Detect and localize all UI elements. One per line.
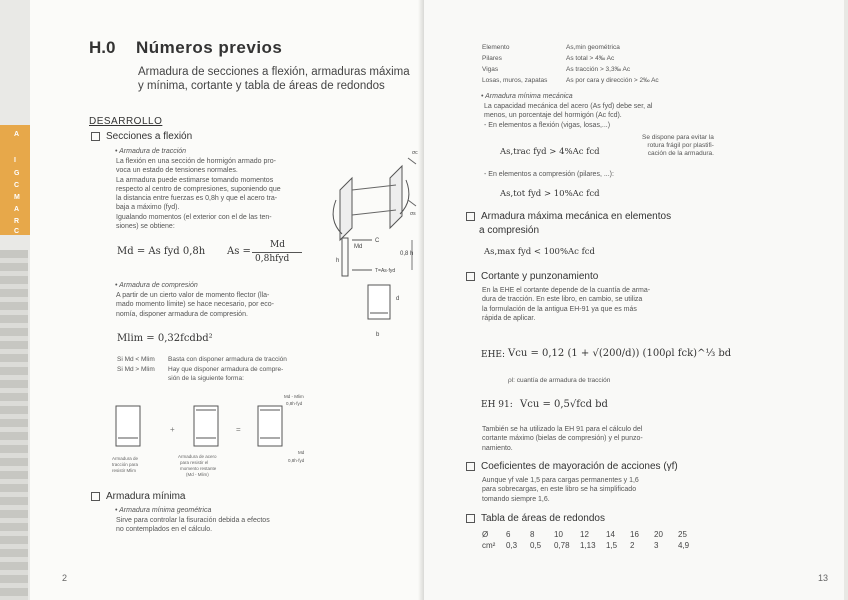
para-line: dura de tracción. En este libro, en cambio, se utiliza (482, 296, 643, 304)
minima-heading (91, 491, 185, 502)
ehe-label: EHE: (481, 350, 506, 360)
section-b (194, 406, 218, 446)
checkbox-icon (466, 272, 475, 281)
top-label: 0,8h·fyd (286, 401, 303, 406)
flexion-heading-text: Secciones a flexión (106, 131, 193, 142)
cortante-after (482, 425, 643, 453)
table-cell-val: As total > 4‰ Ac (566, 55, 615, 62)
table-cell-val: As por cara y dirección > 2‰ Ac (566, 77, 659, 84)
para-line: respecto al centro de compresiones, suponiendo que (116, 185, 281, 193)
redondos-heading (466, 513, 605, 524)
mecanica-paragraph (484, 102, 653, 130)
eq-md: Md = As fyd 0,8h (117, 246, 206, 257)
bullet-traccion: • Armadura de tracción (115, 148, 187, 155)
minima-heading-text: Armadura mínima (106, 491, 186, 502)
section-face-right (390, 166, 402, 228)
eq-as-den: 0,8hfyd (255, 254, 290, 264)
section-title: Números previos (136, 38, 283, 57)
area-cell: 3 (654, 541, 659, 550)
para-line: La capacidad mecánica del acero (As fyd) debe ser, al (484, 103, 653, 110)
eq-as-num: Md (270, 240, 285, 250)
fraction-bar (252, 252, 302, 253)
tab-letter: A (14, 131, 20, 138)
para-line: - En elementos a flexión (vigas, losas,...) (484, 121, 611, 129)
flexion-heading (91, 131, 192, 142)
tab-letter: G (14, 170, 20, 177)
equals-sign: = (236, 425, 241, 434)
caption-a: resistir Mlim (112, 468, 136, 473)
para-line: A partir de un cierto valor de momento flector (lla- (116, 292, 270, 299)
page-number-left: 2 (62, 573, 68, 583)
bullet-minima: • Armadura mínima geométrica (115, 507, 212, 514)
maxima-heading-text: Armadura máxima mecánica en elementos (481, 211, 672, 222)
note-line: rotura frágil por plastifi- (647, 142, 714, 149)
cond-2-c: sión de la siguiente forma: (168, 375, 244, 382)
tab-letter: I (14, 157, 16, 164)
caption-b: (Md - Mlim) (186, 472, 209, 477)
checkbox-icon (466, 462, 475, 471)
checkbox-icon (91, 132, 100, 141)
tab-letter: C (14, 182, 20, 189)
cross-section (368, 285, 390, 319)
stress-line (408, 158, 416, 164)
eq-mecanica-1: As,trac fyd > 4%Ac fcd (500, 147, 600, 157)
para-line: Aunque γf vale 1,5 para cargas permanentes y 1,6 (482, 477, 639, 484)
right-label: Md (298, 450, 305, 455)
section-face-left (340, 178, 352, 240)
label-sigma-s: σs (410, 211, 416, 217)
redondos-area-row (482, 541, 702, 550)
redondos-heading-text: Tabla de áreas de redondos (481, 513, 605, 524)
cond-1-a: Si Md < Mlim (117, 356, 155, 363)
coeficientes-heading-text: Coeficientes de mayoración de acciones (γf) (481, 461, 678, 472)
maxima-heading (466, 211, 671, 222)
section-c (258, 406, 282, 446)
section-code: H.0 (89, 38, 116, 57)
bullet-compresion: • Armadura de compresión (115, 282, 198, 289)
checkbox-icon (466, 212, 475, 221)
beam-edge (352, 185, 396, 190)
diam-cell: 20 (654, 530, 663, 539)
subtitle-line-1: Armadura de secciones a flexión, armaduras máxima (138, 66, 410, 78)
eq-as-lhs: As = (227, 246, 251, 257)
eq-maxima: As,max fyd < 100%Ac fcd (484, 247, 595, 257)
para-line: Sirve para controlar la fisuración debida a efectos (116, 517, 270, 524)
checkbox-icon (466, 514, 475, 523)
caption-a: tracción para (112, 462, 139, 467)
diam-cell: 16 (630, 530, 639, 539)
table-cell-val: As tracción > 3,3‰ Ac (566, 66, 631, 73)
para-line: En la EHE el cortante depende de la cuantía de arma- (482, 287, 651, 294)
area-cell: 4,9 (678, 541, 690, 550)
table-cell-el: Vigas (482, 66, 499, 73)
eh91-equation: Vcu = 0,5√fcd bd (520, 399, 608, 410)
para-line: tomando siempre 1,6. (482, 495, 550, 503)
table-cell-el: Pilares (482, 55, 502, 62)
diam-cell: 6 (506, 530, 511, 539)
tab-letter: A (14, 206, 20, 213)
para-line: También se ha utilizado la EH 91 para el cálculo del (482, 426, 643, 433)
label-c: C (375, 238, 380, 244)
table-cell-val: As,min geométrica (566, 44, 620, 51)
para-line: Igualando momentos (el exterior con el de las ten- (116, 213, 272, 221)
para-line: rápida de aplicar. (482, 314, 536, 322)
beam-edge (352, 210, 396, 215)
area-label: cm² (482, 541, 496, 550)
flexion-diagram (320, 140, 420, 340)
coeficientes-paragraph (482, 476, 639, 504)
label-b: b (376, 332, 380, 338)
compresion-paragraph (116, 291, 274, 319)
tab-letter: C (14, 228, 20, 235)
top-label: Md - Mlim (284, 394, 304, 399)
maxima-heading-line2: a compresión (479, 225, 540, 236)
para-line: mado momento límite) se hace necesario, por eco- (116, 301, 274, 309)
label-h: h (336, 258, 340, 264)
diam-cell: 12 (580, 530, 589, 539)
area-cell: 2 (630, 541, 635, 550)
tab-letter: R (14, 218, 20, 225)
rho-note: ρl: cuantía de armadura de tracción (508, 377, 611, 384)
area-cell: 1,13 (580, 541, 596, 550)
para-line: no contemplados en el cálculo. (116, 526, 213, 534)
subtitle-line-2: y mínima, cortante y tabla de áreas de redondos (138, 80, 385, 92)
para-line: la distancia entre fuerzas es 0,8h y que el acero tra- (116, 195, 278, 203)
right-page (424, 0, 848, 600)
label-sigma-c: σc (412, 150, 418, 156)
label-lever: 0,8 h (400, 251, 414, 257)
diam-cell: 14 (606, 530, 615, 539)
tab-letter: M (14, 194, 20, 201)
section-outline (342, 238, 348, 276)
table-cell-el: Elemento (482, 44, 510, 51)
stress-line (408, 200, 416, 206)
area-cell: 0,3 (506, 541, 518, 550)
caption-a: Armadura de (112, 456, 139, 461)
cortante-heading (466, 271, 598, 282)
para-line: menos, un porcentaje del hormigón (Ac fcd). (484, 112, 622, 120)
eq-mecanica-2: As,tot fyd > 10%Ac fcd (500, 189, 600, 199)
para-line: La armadura puede estimarse tomando momentos (116, 176, 274, 184)
edge-photo (0, 250, 28, 600)
diam-cell: 25 (678, 530, 687, 539)
mecanica-dash2: - En elementos a compresión (pilares, ...): (484, 171, 614, 178)
chapter-tabs (0, 125, 30, 235)
redondos-diam-row (482, 530, 702, 539)
mecanica-note (642, 134, 714, 158)
area-cell: 0,5 (530, 541, 542, 550)
diam-cell: 8 (530, 530, 535, 539)
para-line: voca un estado de tensiones normales. (116, 167, 238, 175)
diam-label: Ø (482, 530, 489, 539)
page-number-right: 13 (818, 573, 829, 583)
para-line: La flexión en una sección de hormigón armado pro- (116, 158, 276, 165)
desarrollo-heading: DESARROLLO (89, 116, 163, 127)
eq-mlim: Mlim = 0,32fcdbd² (117, 333, 213, 344)
para-line: namiento. (482, 444, 513, 452)
diam-cell: 10 (554, 530, 563, 539)
cond-1-b: Basta con disponer armadura de tracción (168, 356, 287, 363)
para-line: cortante máximo (bielas de compresión) y el punzo- (482, 435, 643, 443)
para-line: baja a máximo (fyd). (116, 204, 180, 212)
para-line: siones) se obtiene: (116, 223, 175, 231)
label-t: T=As·fyd (375, 268, 396, 274)
cond-2-a: Si Md > Mlim (117, 366, 155, 373)
caption-b: para resistir el (180, 460, 209, 465)
caption-b: Armadura de acero (178, 454, 217, 459)
area-cell: 0,78 (554, 541, 570, 550)
superposition-diagram (108, 392, 328, 487)
minima-paragraph (116, 516, 270, 535)
para-line: nomía, disponer armadura de compresión. (116, 310, 248, 318)
page-edge (844, 0, 848, 600)
flexion-paragraph (116, 157, 281, 231)
section-a (116, 406, 140, 446)
para-line: la formulación de la antigua EH-91 ya que es más (482, 305, 637, 313)
coeficientes-heading (466, 461, 678, 472)
table-cell-el: Losas, muros, zapatas (482, 77, 548, 84)
bullet-mecanica: • Armadura mínima mecánica (481, 93, 573, 100)
note-line: cación de la armadura. (647, 150, 714, 157)
plus-sign: + (170, 425, 175, 434)
area-cell: 1,5 (606, 541, 618, 550)
cond-2-b: Hay que disponer armadura de compre- (168, 366, 284, 373)
label-md: Md (354, 244, 363, 250)
para-line: para sobrecargas, en este libro se ha simplificado (482, 486, 637, 494)
note-line: Se dispone para evitar la (642, 134, 714, 141)
eh91-label: EH 91: (481, 400, 513, 410)
cortante-heading-text: Cortante y punzonamiento (481, 271, 599, 282)
cortante-paragraph (482, 286, 650, 323)
checkbox-icon (91, 492, 100, 501)
ehe-equation: Vcu = 0,12 (1 + √(200/d)) (100ρl fck)^⅓ bd (508, 348, 732, 359)
caption-b: momento restante (180, 466, 217, 471)
label-d: d (396, 296, 400, 302)
right-label: 0,8h·fyd (288, 458, 305, 463)
